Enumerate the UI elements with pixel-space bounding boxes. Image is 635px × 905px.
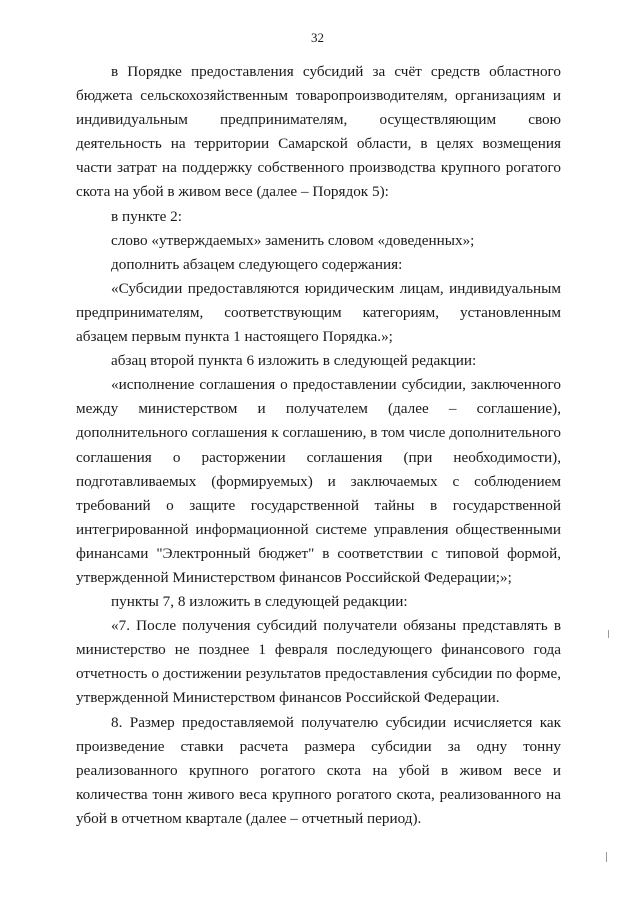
paragraph-subsidy-recipients: «Субсидии предоставляются юридическим лицам, индивидуальным предпринимателям, соответствующим категориям, установленным абзацем первым пункта 1 настоящего Порядка.»; — [76, 279, 561, 346]
page-number: 32 — [311, 30, 324, 45]
document-body — [76, 60, 561, 831]
paragraph-point-2: в пункте 2: — [111, 207, 182, 225]
paragraph-points-7-8-amend: пункты 7, 8 изложить в следующей редакции: — [111, 593, 408, 611]
paragraph-procedure-reference: в Порядке предоставления субсидий за счёт средств областного бюджета сельскохозяйственным товаропроизводителям, организациям и индивидуальным предпринимателям, осуществляющим свою деятельность на территории Самарской области, в целях возмещения части затрат на поддержку собственного производства крупного рогатого скота на убой в живом весе (далее – Порядок 5): — [76, 63, 561, 201]
paragraph-word-replacement: слово «утверждаемых» заменить словом «доведенных»; — [111, 231, 475, 249]
scan-artifact-mark — [606, 852, 607, 862]
paragraph-agreement-execution: «исполнение соглашения о предоставлении субсидии, заключенного между министерством и получателем (далее – соглашение), дополнительного соглашения к соглашению, в том числе дополнительного соглашения о расторжении соглашения (при необходимости), подготавливаемых (формируемых) и заключаемых с соблюдением требований о защите государственной тайны в государственной интегрированной информационной системе управления общественными финансами "Электронный бюджет" в соответствии с типовой формой, утвержденной Министерством финансов Российской Федерации;»; — [76, 376, 561, 586]
scan-artifact-mark — [608, 630, 609, 638]
paragraph-point-7: «7. После получения субсидий получатели обязаны представлять в министерство не позднее 1 февраля последующего финансового года отчетность о достижении результатов предоставления субсидии по форме, утвержденной Министерством финансов Российской Федерации. — [76, 617, 561, 707]
paragraph-add-clause: дополнить абзацем следующего содержания: — [111, 255, 403, 273]
paragraph-point-8: 8. Размер предоставляемой получателю субсидии исчисляется как произведение ставки расчета размера субсидии за одну тонну реализованного крупного рогатого скота на убой в живом весе и количества тонн живого веса крупного рогатого скота, реализованного на убой в отчетном квартале (далее – отчетный период). — [76, 713, 561, 827]
paragraph-point-6-amend: абзац второй пункта 6 изложить в следующей редакции: — [111, 352, 477, 370]
